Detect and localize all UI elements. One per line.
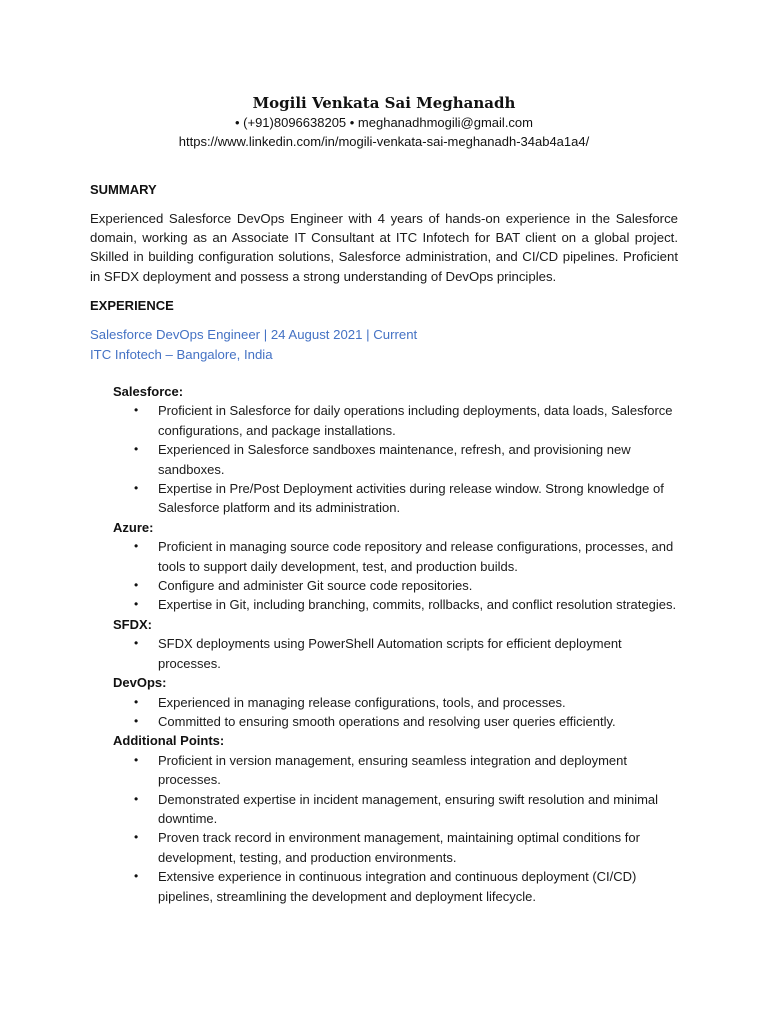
list-item (113, 867, 683, 906)
bullet-icon: • (134, 752, 139, 767)
job-entry (90, 325, 417, 365)
list-item-text: Extensive experience in continuous integration and continuous deployment (CI/CD) pipelines, streamlining the development and deployment lifecycle. (158, 869, 637, 904)
bullet-icon: • (134, 578, 139, 593)
list-item (113, 828, 683, 867)
skills-groups (113, 382, 683, 906)
skill-group-list (113, 693, 683, 732)
summary-heading: SUMMARY (90, 182, 157, 197)
list-item-text: Expertise in Git, including branching, commits, rollbacks, and conflict resolution strategies. (158, 597, 677, 613)
skill-group-title: Salesforce: (113, 384, 184, 399)
skill-group-list (113, 537, 683, 615)
skill-group-title: Additional Points: (113, 733, 225, 749)
list-item-text: Experienced in Salesforce sandboxes maintenance, refresh, and provisioning new sandboxes. (158, 442, 631, 477)
skill-group-title: Azure: (113, 519, 154, 535)
bullet-icon: • (134, 830, 139, 845)
bullet-icon: • (134, 597, 139, 612)
list-item (113, 537, 683, 576)
skill-group-list (113, 634, 683, 673)
job-title-line: Salesforce DevOps Engineer | 24 August 2021 | Current (90, 327, 418, 342)
experience-heading: EXPERIENCE (90, 298, 174, 313)
list-item-text: Proven track record in environment management, maintaining optimal conditions for development, testing, and production environments. (158, 830, 640, 865)
list-item (113, 401, 683, 440)
list-item-text: Proficient in version management, ensuring seamless integration and deployment processes. (158, 752, 627, 788)
list-item (113, 790, 683, 829)
skill-group-list (113, 401, 683, 517)
list-item (113, 634, 683, 673)
bullet-icon: • (134, 636, 139, 651)
list-item (113, 712, 683, 731)
list-item (113, 440, 683, 479)
list-item-text: Configure and administer Git source code repositories. (158, 578, 473, 594)
skill-group-list (113, 751, 683, 906)
list-item (113, 693, 683, 712)
linkedin-link[interactable]: https://www.linkedin.com/in/mogili-venkata-sai-meghanadh-34ab4a1a4/ (178, 134, 590, 149)
list-item-text: SFDX deployments using PowerShell Automation scripts for efficient deployment processes. (158, 636, 622, 671)
list-item-text: Proficient in Salesforce for daily operations including deployments, data loads, Salesforce configurations, and package installations. (158, 403, 673, 438)
list-item-text: Committed to ensuring smooth operations and resolving user queries efficiently. (158, 713, 616, 729)
bullet-icon: • (134, 869, 139, 884)
resume-header (0, 93, 768, 151)
skill-group-title: DevOps: (113, 675, 167, 691)
list-item-text: Expertise in Pre/Post Deployment activities during release window. Strong knowledge of Salesforce platform and its administration. (158, 481, 664, 516)
bullet-icon: • (134, 403, 139, 418)
list-item (113, 595, 683, 614)
list-item-text: Demonstrated expertise in incident management, ensuring swift resolution and minimal downtime. (158, 791, 659, 826)
bullet-icon: • (134, 694, 139, 709)
contact-line: • (+91)8096638205 • meghanadhmogili@gmail.com (234, 115, 533, 130)
bullet-icon: • (134, 481, 139, 496)
company-line: ITC Infotech – Bangalore, India (90, 347, 273, 362)
list-item (113, 576, 683, 595)
list-item-text: Experienced in managing release configurations, tools, and processes. (158, 694, 566, 710)
list-item (113, 479, 683, 518)
bullet-icon: • (134, 539, 139, 554)
bullet-icon: • (134, 791, 139, 806)
bullet-icon: • (134, 713, 139, 728)
bullet-icon: • (134, 442, 139, 457)
list-item (113, 751, 683, 790)
list-item-text: Proficient in managing source code repository and release configurations, processes, and tools to support daily development, test, and production builds. (158, 539, 674, 574)
candidate-name: Mogili Venkata Sai Meghanadh (252, 94, 516, 112)
summary-text: Experienced Salesforce DevOps Engineer with 4 years of hands-on experience in the Salesforce domain, working as an Associate IT Consultant at ITC Infotech for BAT client on a global project. Skilled in building configuration solutions, Salesforce administration, and CI/CD pipelines. Proficient in SFDX deployment and possess a strong understanding of DevOps principles. (90, 211, 678, 284)
skill-group-title: SFDX: (113, 616, 152, 632)
